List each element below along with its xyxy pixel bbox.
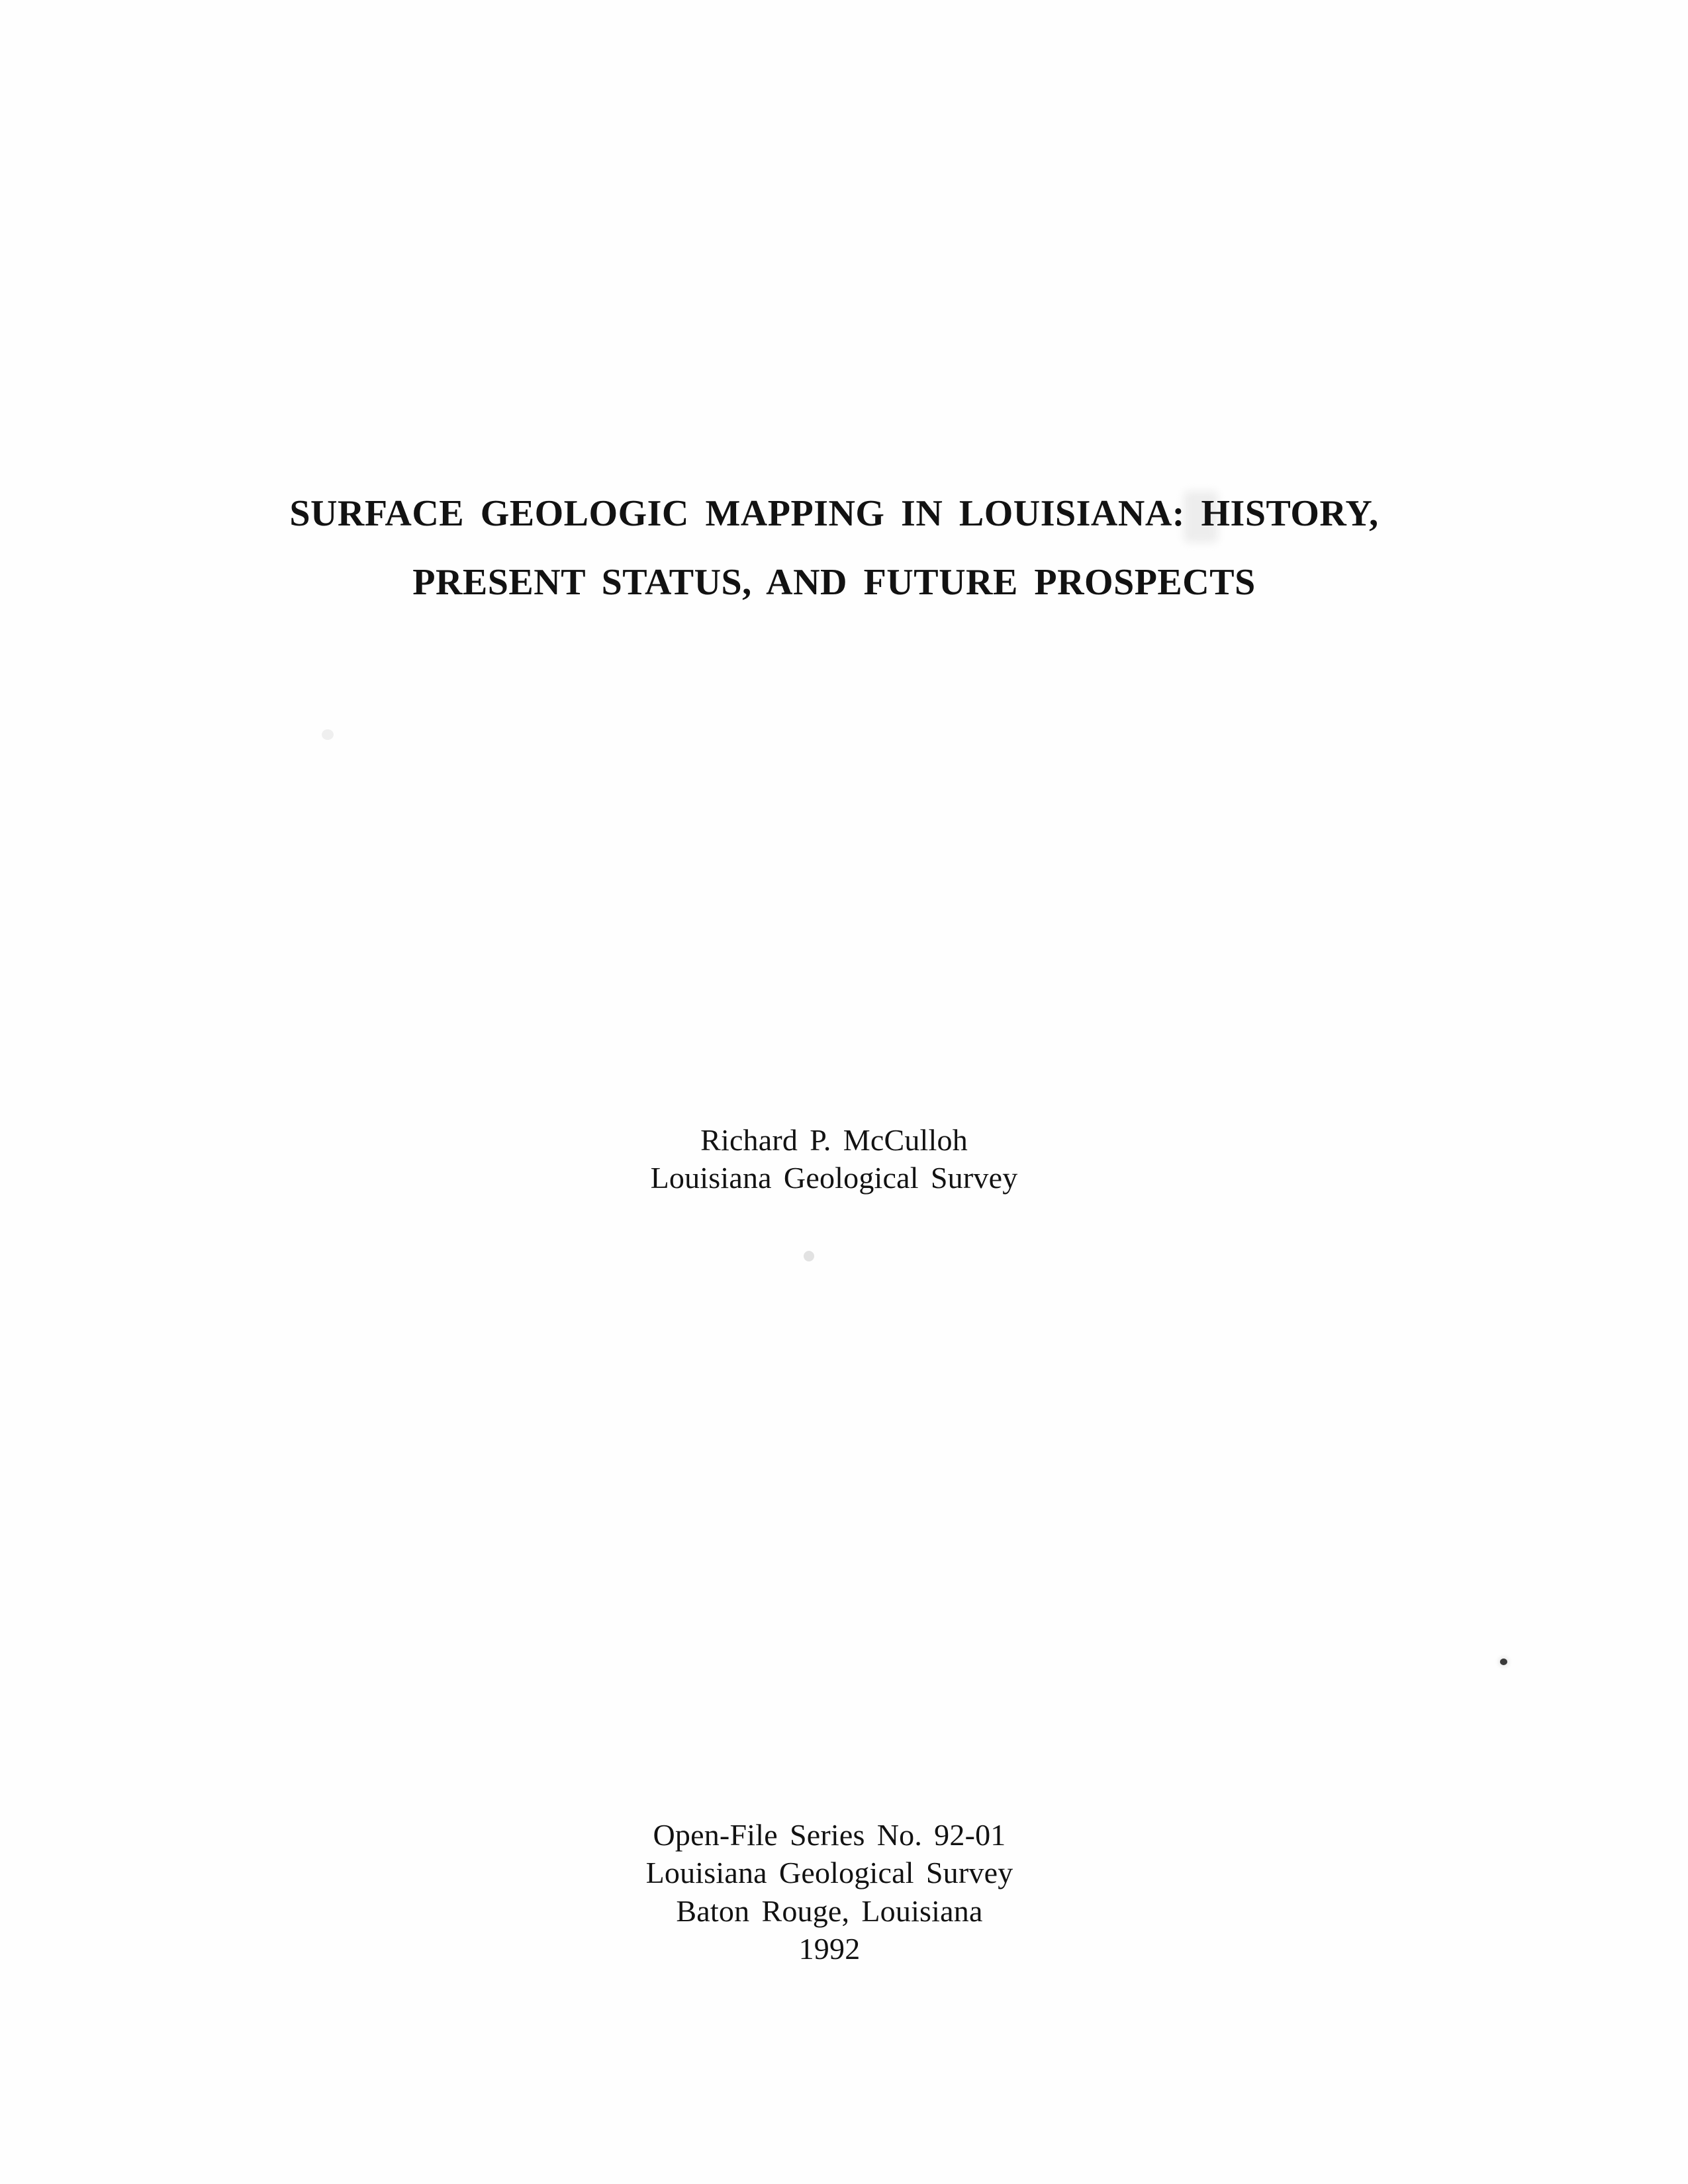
title-line-2: PRESENT STATUS, AND FUTURE PROSPECTS	[412, 562, 1256, 603]
author-name: Richard P. McCulloh	[700, 1123, 968, 1157]
imprint-organization: Louisiana Geological Survey	[645, 1856, 1013, 1889]
title-line-1: SURFACE GEOLOGIC MAPPING IN LOUISIANA: HISTORY,	[289, 493, 1379, 534]
author-affiliation: Louisiana Geological Survey	[650, 1161, 1018, 1195]
imprint-year: 1992	[798, 1932, 861, 1966]
imprint-location: Baton Rouge, Louisiana	[676, 1894, 983, 1928]
imprint-series: Open-File Series No. 92-01	[653, 1818, 1006, 1852]
